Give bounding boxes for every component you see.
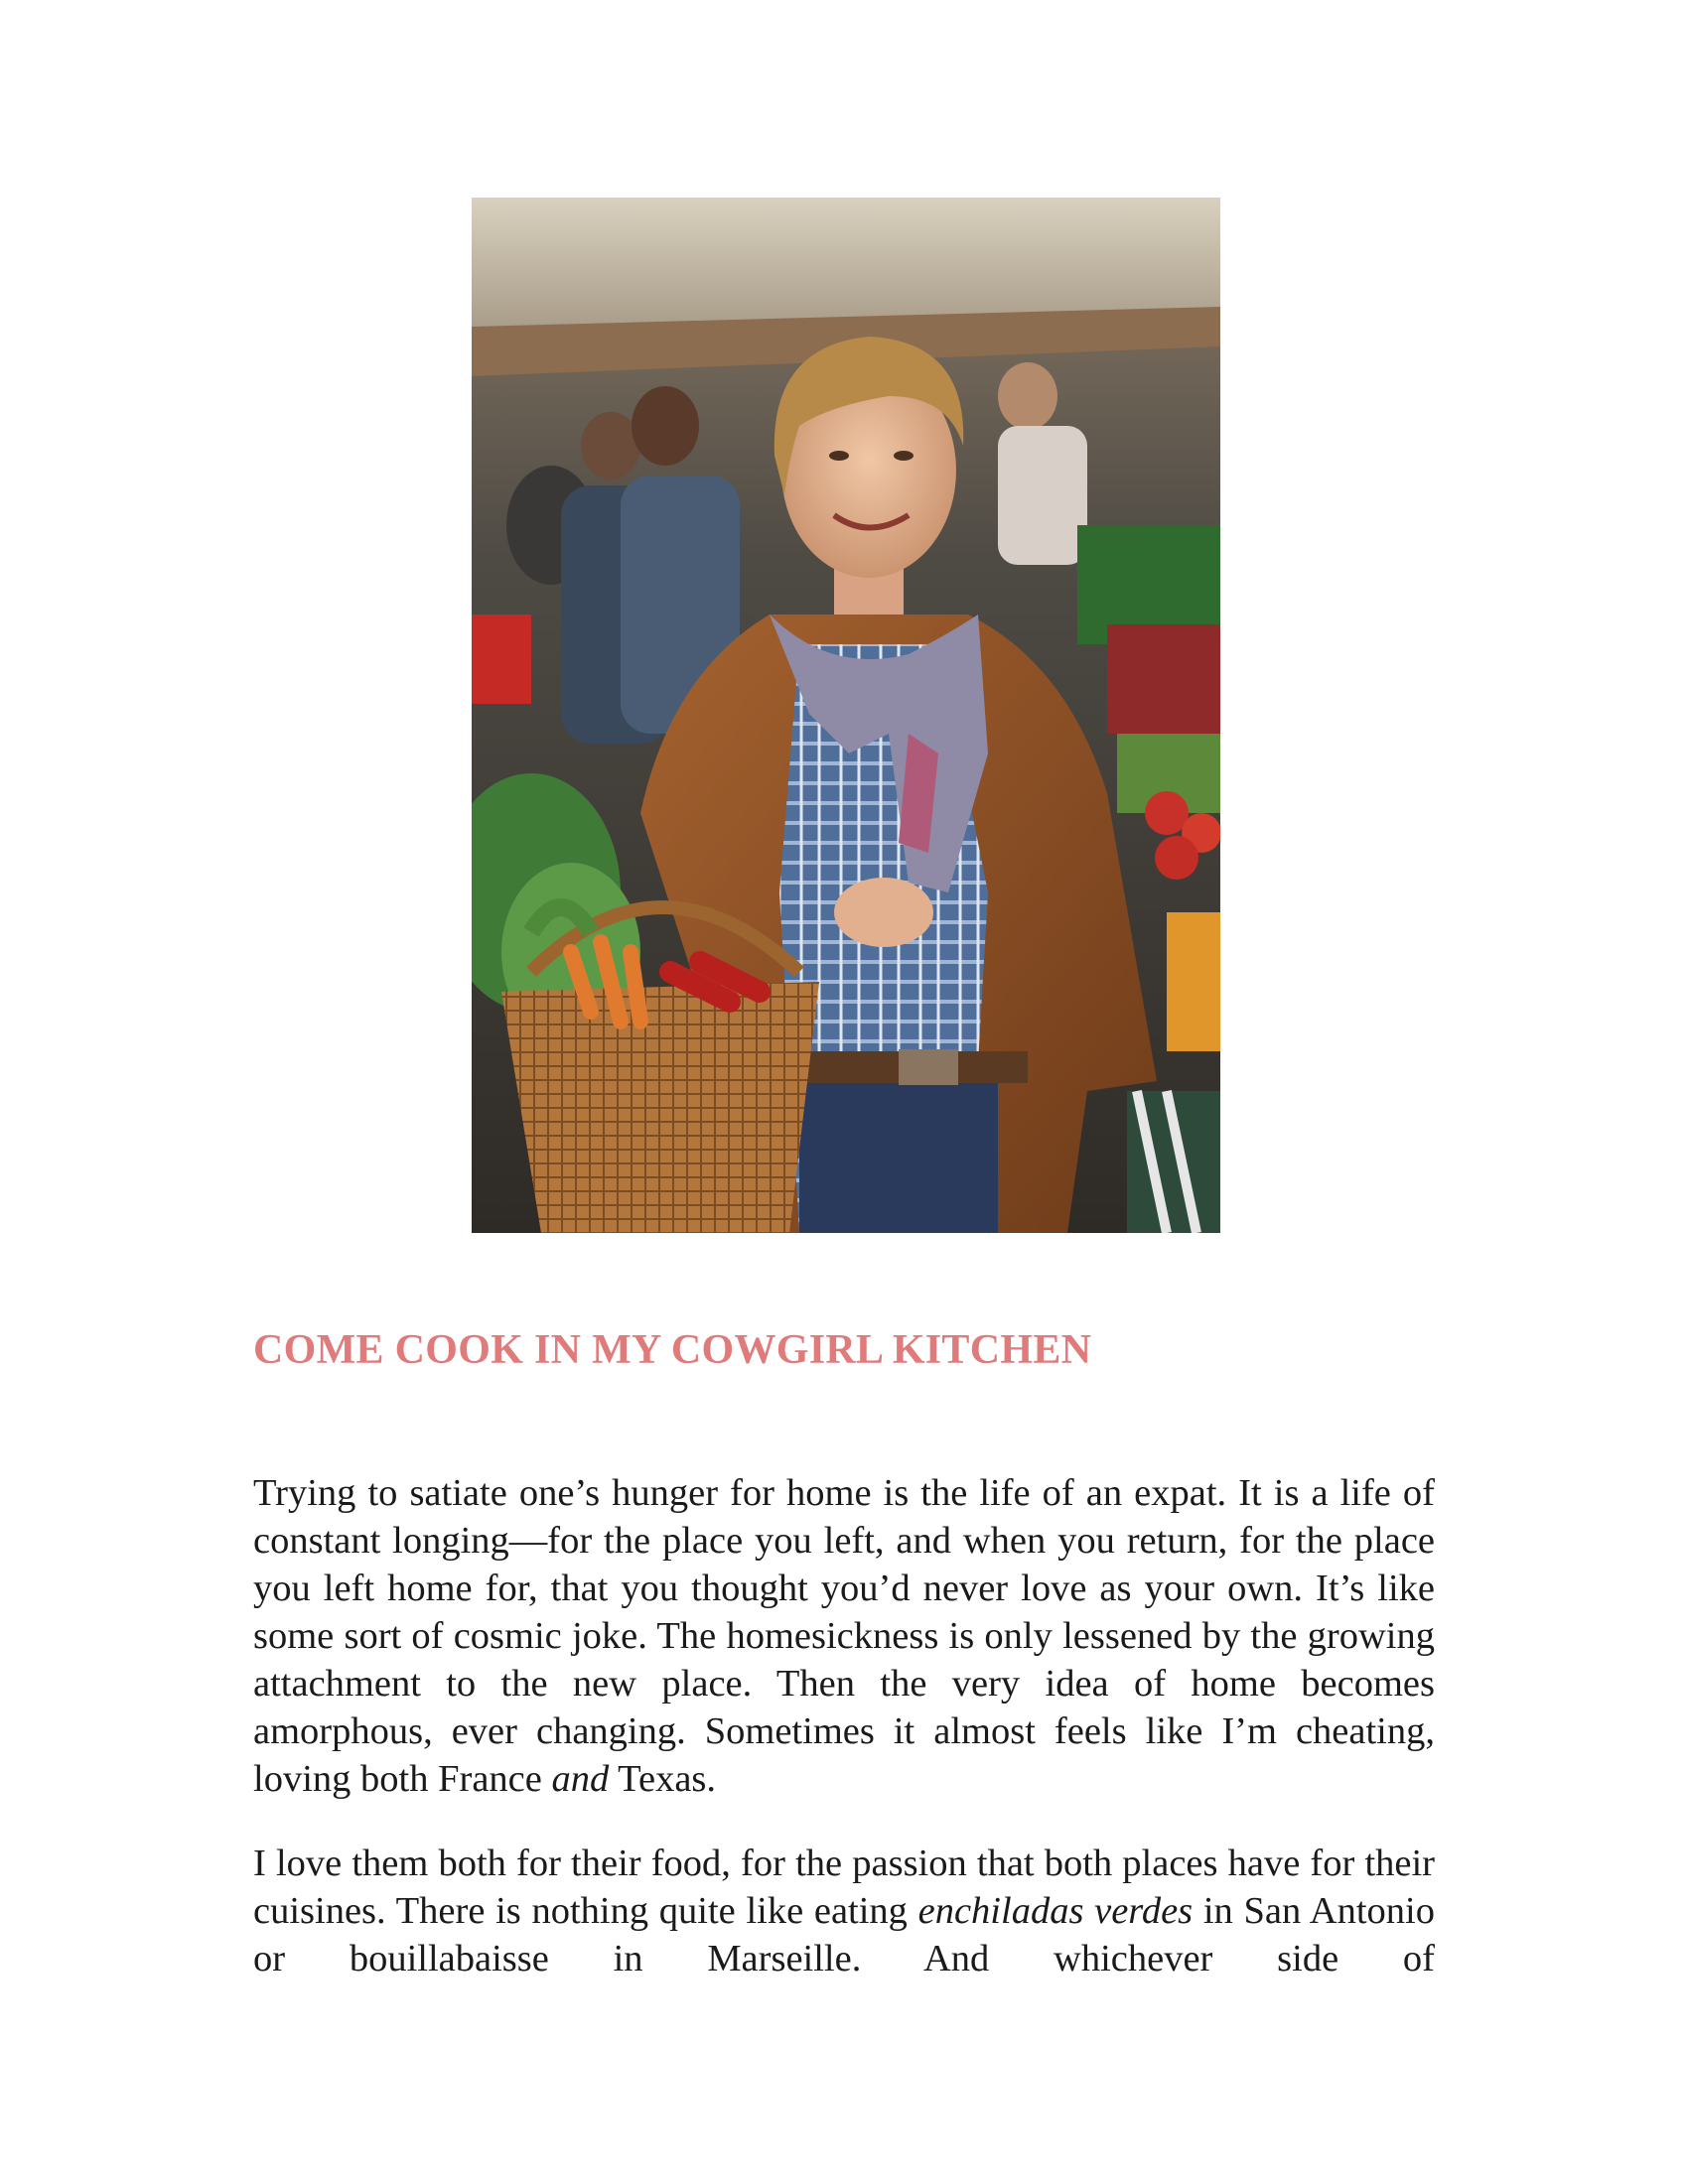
section-heading: COME COOK IN MY COWGIRL KITCHEN	[253, 1327, 1092, 1373]
paragraph-2	[253, 1840, 1435, 1982]
paragraph-1-end: Texas.	[609, 1758, 717, 1800]
paragraph-2-end: in San Antonio or bouillabaisse in Marseille. And whichever side of	[253, 1890, 1435, 1979]
body-text	[253, 1469, 1435, 2019]
photo-illustration	[472, 198, 1220, 1233]
paragraph-1-text: Trying to satiate one’s hunger for home is the life of an expat. It is a life of constant longing—for the place you left, and when you return, for the place you left home for, that you thought you’d never love as your own. It’s like some sort of cosmic joke. The homesickness is only lessened by the growing attachment to the new place. Then the very idea of home becomes amorphous, ever changing. Sometimes it almost feels like I’m cheating, loving both France	[253, 1472, 1435, 1800]
paragraph-1	[253, 1469, 1435, 1803]
paragraph-2-italic: enchiladas verdes	[917, 1890, 1194, 1932]
market-portrait-photo	[472, 198, 1220, 1233]
paragraph-1-italic: and	[551, 1758, 610, 1800]
paragraph-2-text: I love them both for their food, for the passion that both places have for their cuisines. There is nothing quite like eating	[253, 1843, 1435, 1932]
